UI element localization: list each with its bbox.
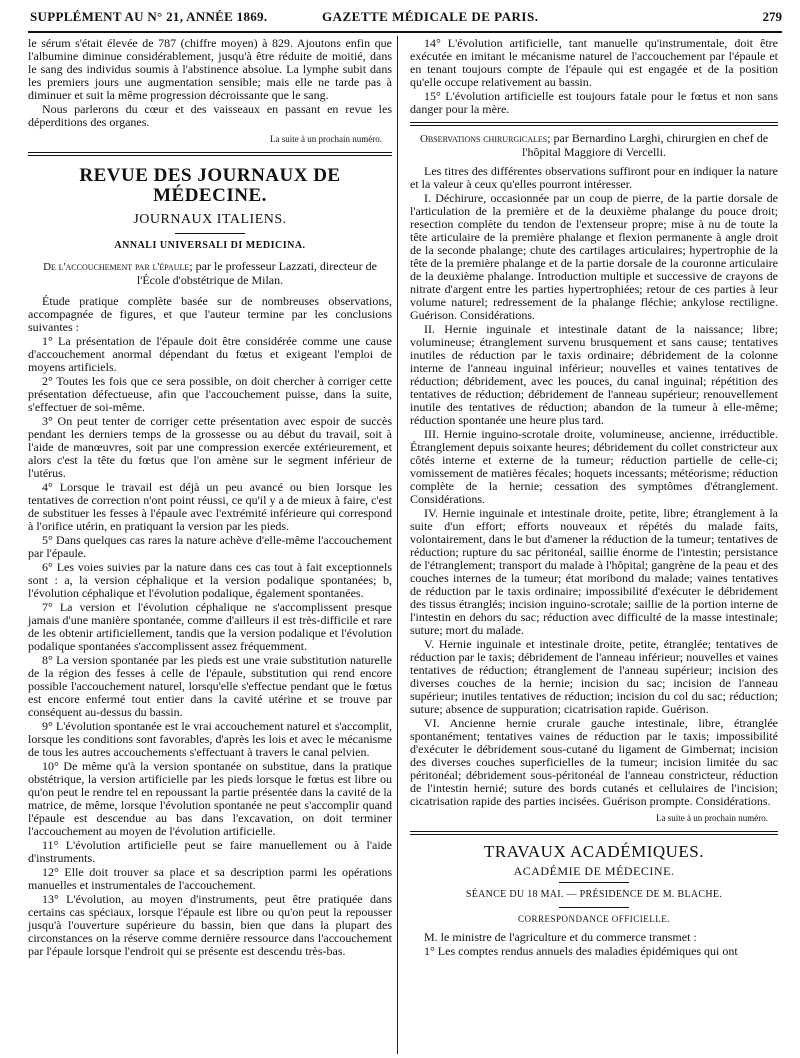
section-rule [410, 831, 778, 835]
correspondence-heading: CORRESPONDANCE OFFICIELLE. [517, 914, 670, 924]
conclusion-item: 4° Lorsque le travail est déjà un peu avancé ou bien lorsque les tentatives de correction n'ont point réussi, ce qu'il y a de mieux à faire, c'est de substituer les fesses à l'épaule avec l'extrémité inférieure qui correspond à l'orifice utérin, en pratiquant la version par les pieds. [28, 480, 392, 533]
closing-paragraph: M. le ministre de l'agriculture et du commerce transmet : [424, 930, 697, 944]
observations-heading [410, 132, 778, 159]
conclusion-item: 1° La présentation de l'épaule doit être considérée comme une cause d'accouchement anormal dépendant du fœtus et exigeant l'emploi de moyens artificiels. [28, 334, 392, 374]
session-line: SÉANCE DU 18 MAI. — PRÉSIDENCE DE M. BLACHE. [465, 889, 723, 900]
conclusion-item: 9° L'évolution spontanée est le vrai accouchement naturel et s'accomplit, lorsque les conditions sont favorables, d'après les lois et avec le mécanisme de tous les autres accouchements s'effectuant à travers le canal pelvien. [28, 719, 392, 759]
conclusion-item: 3° On peut tenter de corriger cette présentation avec espoir de succès pendant les derniers temps de la grossesse ou au début du travail, soit à l'aide de manœuvres, soit par une compression exercée extérieurement, et alors c'est la tête du fœtus que l'on amène sur le segment inférieur de l'utérus. [28, 414, 392, 480]
conclusion-item: 8° La version spontanée par les pieds est une vraie substitution naturelle de la région des fesses à celle de l'épaule, substitution qui rend encore possible l'accouchement naturel, lorsqu'elle s'effectue pendant que le fœtus est encore enfermé tout entier dans la cavité utérine et se trouve par conséquent au-dessus du bassin. [28, 653, 392, 719]
left-column [28, 37, 392, 959]
closing-paragraph: 1° Les comptes rendus annuels des maladies épidémiques qui ont [424, 944, 738, 958]
column-divider [397, 36, 398, 1054]
observations-intro: Les titres des différentes observations suffiront pour en indiquer la nature et la valeur à ceux qu'elles pourront intéresser. [410, 164, 778, 191]
article-paragraph: Étude pratique complète basée sur de nombreuses observations, accompagnée de figures, et que l'auteur termine par les conclusions suivantes : [28, 294, 392, 334]
conclusion-item: 15° L'évolution artificielle est toujours fatale pour le fœtus et non sans danger pour la mère. [410, 89, 778, 116]
header-supplement: SUPPLÉMENT AU N° 21, ANNÉE 1869. [30, 9, 268, 24]
conclusion-item: 14° L'évolution artificielle, tant manuelle qu'instrumentale, doit être exécutée en imitant le mécanisme naturel de l'accouchement par l'épaule et en tenant toujours compte de l'épaule qui est engagée et de la position qu'elle occupe relativement au bassin. [410, 36, 778, 89]
header-rule [28, 31, 782, 33]
conclusion-item: 7° La version et l'évolution céphalique ne s'accomplissent presque jamais d'une manière spontanée, comme d'ailleurs il est très-difficile et rare de les obtenir artificiellement, tandis que la version podalique et l'évolution podalique spontanées s'accomplissent assez fréquemment. [28, 600, 392, 653]
observations-author: ; par Bernardino Larghi, chirurgien en chef de l'hôpital Maggiore di Vercelli. [522, 131, 769, 159]
page-header [30, 9, 782, 29]
journal-name: ANNALI UNIVERSALI DI MEDICINA. [114, 240, 306, 251]
intro-paragraph: Nous parlerons du cœur et des vaisseaux en passant en revue les déperditions des organes. [28, 102, 392, 129]
continued-note: La suite à un prochain numéro. [270, 134, 382, 144]
conclusion-item: 5° Dans quelques cas rares la nature achève d'elle-même l'accouchement par l'épaule. [28, 533, 392, 560]
conclusion-item: 12° Elle doit trouver sa place et sa description parmi les opérations manuelles et instrumentales de l'accouchement. [28, 865, 392, 892]
section-title: REVUE DES JOURNAUX DE MÉDECINE. [79, 165, 341, 206]
conclusion-item: 2° Toutes les fois que ce sera possible, on doit chercher à corriger cette présentation défectueuse, afin que l'accouchement puisse, dans la suite, s'effectuer de soi-même. [28, 374, 392, 414]
observation-item: II. Hernie inguinale et intestinale datant de la naissance; libre; volumineuse; étranglement survenu brusquement et sans cause; tentatives inutiles de réduction par le taxis ordinaire; débridement de la colonne interne de l'anneau inguinal inférieur; nouvelles et vaines tentatives de réduction; débridement, avec les pouces, du canal inguinal; répétition des tentatives de réduction; débridement de l'anneau supérieur; renouvellement inutile des tentatives de réduction; abandon de la tumeur à elle-même; réduction spontanée une heure plus tard. [410, 322, 778, 427]
observation-item: V. Hernie inguinale et intestinale droite, petite, étranglée; tentatives de réduction par le taxis; débridement de l'anneau inférieur; nouvelles et vaines tentatives de réduction; étranglement de l'anneau supérieur; incision des diverses couches de la hernie; incision du sac; incision de l'anneau supérieur; inutiles tentatives de réduction; incision du col du sac; réduction; suture; absence de suppuration; cicatrisation rapide. Guérison. [410, 637, 778, 716]
section-rule [410, 122, 778, 126]
conclusion-item: 6° Les voies suivies par la nature dans ces cas tout à fait exceptionnels sont : a, la version céphalique et la version podalique spontanées; b, l'évolution céphalique et l'évolution podalique, également spontanées. [28, 560, 392, 600]
observation-item: IV. Hernie inguinale et intestinale droite, petite, libre; étranglement à la suite d'un effort; efforts nouveaux et répétés du malade faits, volontairement, dans le but d'amener la réduction de la tumeur; tentatives de réduction; rupture du sac péritonéal, saillie énorme de l'intestin; persistance de l'étranglement; transport du malade à l'hôpital; gangrène de la peau et des couches internes de la tumeur; état moribond du malade; vaines tentatives de réduction par le taxis ordinaire; impossibilité d'exécuter le débridement des tissus étranglés; incision inguino-scrotale; saillie de la portion interne de l'intestin en dehors du sac; réduction avec difficulté de la masse intestinale; suture; mort du malade. [410, 506, 778, 637]
section-title: TRAVAUX ACADÉMIQUES. [483, 842, 704, 861]
conclusion-item: 11° L'évolution artificielle peut se faire manuellement ou à l'aide d'instruments. [28, 838, 392, 865]
observations-title: Observations chirurgicales [419, 133, 548, 145]
article-author: ; par le professeur Lazzati, directeur de l'École d'obstétrique de Milan. [136, 259, 377, 287]
subtitle-rule [559, 882, 629, 883]
right-column [410, 37, 778, 959]
observation-item: III. Hernie inguino-scrotale droite, volumineuse, ancienne, irréductible. Étranglement depuis soixante heures; débridement du collet constricteur aux côtés interne et externe de la tumeur; réduction partielle de celle-ci; vomissement de matières fécales; hoquets incessants; météorisme; réduction complète de la hernie; cessation des symptômes d'étranglement. Considérations. [410, 427, 778, 506]
session-rule [559, 907, 629, 908]
observation-item: VI. Ancienne hernie crurale gauche intestinale, libre, étranglée spontanément; tentatives vaines de réduction par le taxis; impossibilité d'exécuter le débridement sous-cutané du ligament de Gimbernat; incision des diverses couches superficielles de la tumeur; incision limitée du sac péritonéal; débridement sous-péritonéal de l'anneau constricteur, réduction de l'intestin hernié; suture des bords cutanés et cellulaires de l'incision; cicatrisation rapide des parties incisées. Guérison prompte. Considérations. [410, 716, 778, 808]
conclusion-item: 10° De même qu'à la version spontanée on substitue, dans la pratique obstétrique, la version artificielle par les pieds lorsque le fœtus est libre ou qu'on peut le rendre tel en repoussant la partie présentée dans la cavité de la matrice, de même, lorsque l'évolution spontanée ne peut s'accomplir quand l'épaule est descendue au bas dans l'excavation, on doit terminer l'accouchement au moyen de l'évolution artificielle. [28, 759, 392, 838]
section-rule [28, 152, 392, 156]
observation-item: I. Déchirure, occasionnée par un coup de pierre, de la partie dorsale de l'articulation de la première et de la deuxième phalange du pouce droit; resection complète du tendon de l'extenseur propre; mise à nu de toute la tête articulaire de la première phalange et flexion permanente à angle droit de la seconde phalange; chute des cartilages articulaires; hypertrophie de la tête de la première phalange et de la partie dorsale de la couronne articulaire de la deuxième phalange. Introduction multiple et successive de crayons de nitrate d'argent entre les parties hypertrophiées; retour de ces parties à leur volume naturel; redressement de la phalange fléchie; ankylose rectiligne. Guérison. Considérations. [410, 191, 778, 322]
continued-note: La suite à un prochain numéro. [656, 813, 768, 823]
article-heading [28, 260, 392, 287]
page-number: 279 [762, 9, 782, 24]
intro-paragraph: le sérum s'était élevée de 787 (chiffre moyen) à 829. Ajoutons enfin que l'albumine diminue considérablement, jusqu'à être réduite de moitié, dans le sang des individus soumis à l'abstinence absolue. La lymphe subit dans les premiers jours une augmentation sensible; mais elle ne tarde pas à diminuer et suit la même progression décroissante que le sang. [28, 36, 392, 102]
article-title: De l'accouchement par l'épaule [43, 261, 190, 273]
conclusion-item: 13° L'évolution, au moyen d'instruments, peut être pratiquée dans certains cas spéciaux, lorsque l'épaule est libre ou qu'on peut la repousser jusqu'à l'ouverture supérieure du bassin, bien que dans la plupart des circonstances on la réserve comme dernière ressource dans l'accouchement par l'épaule lorsque l'endroit qui se présente est descendu très-bas. [28, 892, 392, 958]
header-journal-title: GAZETTE MÉDICALE DE PARIS. [322, 9, 539, 24]
section-subtitle: JOURNAUX ITALIENS. [133, 212, 287, 227]
subtitle-rule [175, 233, 245, 234]
section-subtitle: ACADÉMIE DE MÉDECINE. [513, 864, 675, 878]
